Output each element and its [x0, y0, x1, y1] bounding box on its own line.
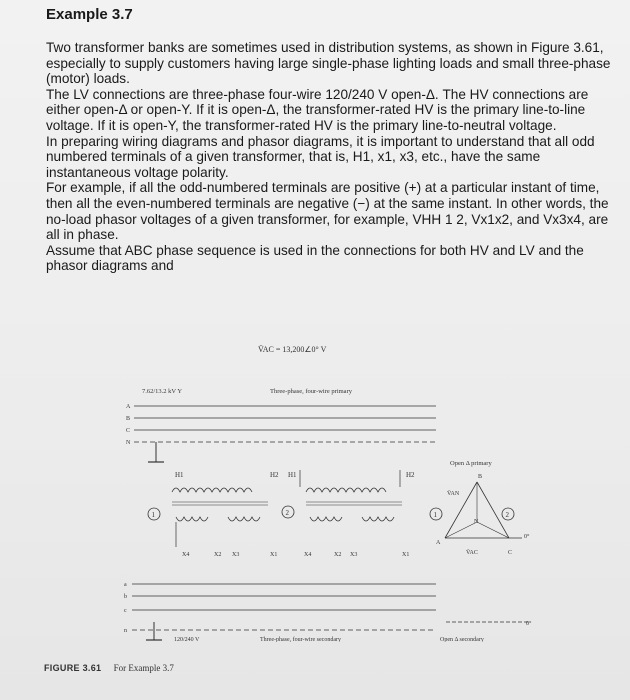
h2-left: H2: [270, 471, 279, 479]
phasor-vab: V̄AN: [447, 491, 460, 497]
sec-label-n: n: [124, 628, 127, 634]
open-delta-primary: Open Δ primary: [450, 460, 492, 467]
x2-left: X2: [214, 552, 222, 558]
left-secondary-winding-1: [176, 517, 208, 521]
example-body: [46, 40, 618, 274]
paragraph-3: In preparing wiring diagrams and phasor diagrams, it is important to understand that all odd numbered terminals of a given transformer, that is, H1, x1, x3, etc., have the same instantaneous voltage polarity.: [46, 133, 595, 180]
paragraph-1: Two transformer banks are sometimes used in distribution systems, as shown in Figure 3.61, especially to supply customers having large single-phase lighting loads and small three-phase (motor) loads.: [46, 40, 611, 87]
phasor-c: C: [508, 550, 513, 556]
svg-text:2: 2: [505, 511, 509, 519]
sec-label-b: b: [124, 594, 127, 600]
right-secondary-winding-1: [310, 517, 342, 521]
x4-right: X4: [304, 552, 312, 558]
line-label-n: N: [126, 440, 131, 446]
h1-left: H1: [175, 471, 184, 479]
secondary-rating: 120/240 V: [174, 637, 200, 642]
paragraph-5: Assume that ABC phase sequence is used in the connections for both HV and LV and the phasor diagrams and: [46, 242, 584, 274]
circle-1-label: 1: [151, 511, 155, 519]
vac-label: V̄AC = 13,200∠0° V: [258, 345, 327, 354]
svg-text:0°: 0°: [526, 621, 532, 627]
right-primary-winding: [306, 488, 386, 492]
example-title: Example 3.7: [46, 6, 133, 23]
primary-label: Three-phase, four-wire primary: [270, 388, 352, 395]
secondary-label: Three-phase, four-wire secondary: [260, 637, 342, 642]
line-label-a: A: [126, 404, 131, 410]
wiring-diagram: [110, 342, 560, 642]
phasor-a: A: [436, 540, 441, 546]
primary-rating: 7.62/13.2 kV Y: [142, 388, 183, 395]
line-label-b: B: [126, 416, 131, 422]
figure-number: FIGURE 3.61: [44, 663, 102, 673]
x3-right: X3: [350, 552, 358, 558]
paragraph-2: The LV connections are three-phase four-wire 120/240 V open-Δ. The HV connections are either open-Δ or open-Y. If it is open-Δ, the transformer-rated HV is the primary line-to-line voltage. If it is open-Y, the transformer-rated HV is the primary line-to-neutral voltage.: [46, 86, 589, 133]
phasor-b: B: [478, 474, 483, 480]
phasor-line-bc: [477, 482, 509, 538]
x2-right: X2: [334, 552, 342, 558]
open-delta-secondary: Open Δ secondary: [440, 637, 484, 642]
x4-left: X4: [182, 552, 190, 558]
paragraph-4: For example, if all the odd-numbered terminals are positive (+) at a particular instant of time, then all the even-numbered terminals are negative (−) at the same instant. In other words, the no-load phasor voltages of a given transformer, for example, VHH 1 2, Vx1x2, and Vx3x4, are all in phase.: [46, 180, 609, 243]
phasor-vac: V̄AC: [466, 550, 478, 556]
circle-2-label: 2: [285, 509, 289, 517]
sec-label-a: a: [124, 582, 127, 588]
left-primary-winding: [172, 488, 252, 492]
sec-label-c: c: [124, 608, 127, 614]
left-secondary-winding-2: [228, 517, 260, 521]
x1-left: X1: [270, 552, 278, 558]
x3-left: X3: [232, 552, 240, 558]
right-secondary-winding-2: [362, 517, 394, 521]
phasor-n: N: [474, 519, 479, 525]
figure-caption: [44, 663, 174, 673]
h2-right: H2: [406, 471, 415, 479]
x1-right: X1: [402, 552, 410, 558]
svg-text:1: 1: [433, 511, 437, 519]
h1-right: H1: [288, 471, 297, 479]
figure-caption-text: For Example 3.7: [113, 663, 174, 673]
line-label-c: C: [126, 428, 131, 434]
phasor-zero: 0°: [524, 534, 530, 540]
